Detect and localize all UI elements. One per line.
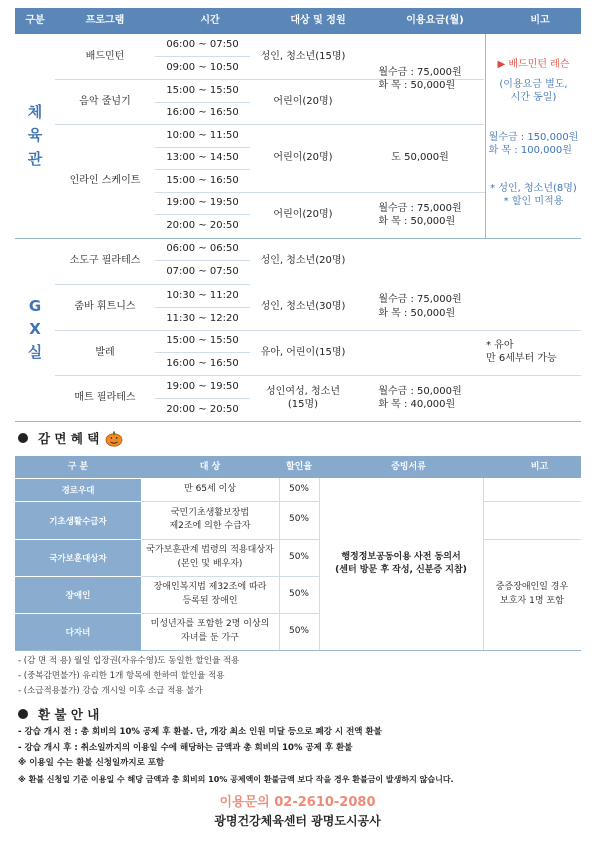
time-slot: 19:00 ~ 19:50 [166, 197, 239, 209]
time-slot: 15:00 ~ 16:50 [166, 174, 239, 186]
time-slot: 20:00 ~ 20:50 [166, 220, 239, 232]
disc-rate: 50% [288, 551, 309, 562]
fee-badminton-jumprope: 월수금 : 75,000원 화 목 : 50,000원 [378, 66, 462, 91]
target-capacity: 어린이(20명) [273, 95, 333, 107]
remark-badminton-note: (이용요금 별도, 시간 동일) [499, 78, 568, 103]
refund-line: - 강습 개시 전 : 총 회비의 10% 공제 후 환불. 단, 개강 최소 인원 미달 등으로 폐강 시 전액 환불 [18, 727, 382, 737]
disc-header-target: 대 상 [199, 462, 221, 472]
refund-line: - 강습 개시 후 : 취소일까지의 이용일 수에 해당하는 금액과 총 회비의 10% 공제 후 환불 [18, 742, 353, 753]
fee-mat-pilates: 월수금 : 50,000원 화 목 : 40,000원 [378, 385, 462, 410]
disc-category-multichild: 다자녀 [15, 614, 141, 650]
bullet-icon [18, 433, 28, 443]
disc-target: 국민기초생활보장법 제2조에 의한 수급자 [169, 507, 251, 531]
disc-target: 만 65세 이상 [184, 483, 236, 494]
remark-badminton-lesson: ▶ 배드민턴 레슨 [497, 59, 570, 71]
target-capacity: 성인, 청소년(15명) [260, 50, 346, 62]
target-capacity: 성인여성, 청소년 (15명) [266, 385, 340, 410]
fee-gx: 월수금 : 75,000원 화 목 : 50,000원 [378, 294, 462, 319]
discount-title: 감 면 혜 택 [38, 431, 100, 446]
disc-rate: 50% [288, 514, 309, 525]
time-slot: 16:00 ~ 16:50 [166, 357, 239, 369]
refund-heading [18, 705, 99, 723]
header-time: 시간 [200, 15, 220, 26]
discount-note: - (소급적용불가) 강습 개시일 이후 소급 적용 불가 [18, 686, 203, 696]
footer-organization: 광명건강체육센터 광명도시공사 [214, 814, 381, 828]
program-badminton: 배드민턴 [85, 50, 125, 62]
time-slot: 06:00 ~ 06:50 [166, 243, 239, 255]
refund-title: 환 불 안 내 [38, 707, 100, 722]
group-gx-char: X [29, 319, 41, 338]
time-slot: 20:00 ~ 20:50 [166, 403, 239, 415]
target-capacity: 어린이(20명) [273, 209, 333, 221]
disc-header-remark: 비고 [530, 462, 549, 472]
disc-header-evidence: 증빙서류 [391, 462, 426, 472]
disc-header-category: 구 분 [67, 462, 89, 472]
target-capacity: 성인, 청소년(30명) [260, 301, 346, 313]
group-gx-char: 실 [27, 343, 43, 362]
bullet-icon [18, 709, 28, 719]
disc-category-veteran: 국가보훈대상자 [15, 540, 141, 576]
time-slot: 13:00 ~ 14:50 [166, 152, 239, 164]
disc-header-rate: 할인율 [285, 462, 313, 472]
time-slot: 16:00 ~ 16:50 [166, 107, 239, 119]
group-gymnasium-char: 육 [27, 126, 43, 145]
time-slot: 15:00 ~ 15:50 [166, 335, 239, 347]
schedule-table-header [15, 8, 581, 34]
discount-heading [18, 429, 123, 447]
refund-lines [18, 725, 454, 787]
time-slot: 10:30 ~ 11:20 [166, 289, 239, 301]
time-slot: 09:00 ~ 10:50 [166, 61, 239, 73]
time-slot: 15:00 ~ 15:50 [166, 84, 239, 96]
header-program: 프로그램 [85, 15, 125, 26]
disc-evidence: 행정정보공동이용 사전 동의서 (센터 방문 후 작성, 신분증 지참) [335, 551, 467, 575]
remark-lesson-target: * 성인, 청소년(8명) * 할인 미적용 [490, 182, 577, 207]
disc-target: 국가보훈관계 법령의 적용대상자 (본인 및 배우자) [146, 545, 274, 569]
disc-remark: 중증장애인일 경우 보호자 1명 포함 [495, 582, 569, 606]
header-remark: 비고 [530, 15, 550, 26]
group-gx-char: G [28, 296, 42, 315]
program-jump-rope: 음악 줄넘기 [79, 95, 131, 107]
remark-infant: * 유아 만 6세부터 가능 [486, 339, 557, 364]
disc-rate: 50% [288, 483, 309, 494]
header-target: 대상 및 정원 [290, 15, 346, 26]
discount-note: - (중복감면불가) 유리한 1개 항목에 한하여 할인율 적용 [18, 671, 225, 681]
program-mat-pilates: 매트 필라테스 [74, 392, 136, 404]
program-zumba: 줌바 휘트니스 [74, 301, 136, 313]
header-fee: 이용요금(월) [406, 15, 464, 26]
group-gymnasium-char: 관 [27, 149, 43, 168]
program-props-pilates: 소도구 필라테스 [69, 255, 141, 267]
time-slot: 07:00 ~ 07:50 [166, 266, 239, 278]
disc-rate: 50% [288, 588, 309, 599]
disc-category-senior: 경로우대 [15, 479, 141, 501]
time-slot: 06:00 ~ 07:50 [166, 39, 239, 51]
discount-note: - (감 면 적 용) 월일 입장권(자유수영)도 동일한 할인율 적용 [18, 656, 240, 666]
time-slot: 10:00 ~ 11:50 [166, 129, 239, 141]
disc-rate: 50% [288, 625, 309, 636]
group-gymnasium-char: 체 [27, 103, 43, 122]
pumpkin-icon [105, 429, 123, 447]
disc-category-basic-living: 기초생활수급자 [15, 502, 141, 539]
program-ballet: 발레 [95, 346, 115, 358]
disc-target: 장애인복지법 제32조에 따라 등록된 장애인 [153, 582, 267, 606]
disc-category-disabled: 장애인 [15, 577, 141, 613]
target-capacity: 어린이(20명) [273, 152, 333, 164]
contact-phone: 이용문의 02-2610-2080 [219, 795, 376, 810]
target-capacity: 성인, 청소년(20명) [260, 255, 346, 267]
fee-inline-evening: 월수금 : 75,000원 화 목 : 50,000원 [378, 202, 462, 227]
disc-target: 미성년자를 포함한 2명 이상의 자녀를 둔 가구 [150, 619, 270, 643]
header-category: 구분 [25, 15, 45, 26]
refund-line: ※ 이용일 수는 환불 신청일까지로 포함 [18, 758, 165, 768]
discount-table-header [15, 456, 581, 478]
time-slot: 19:00 ~ 19:50 [166, 380, 239, 392]
program-inline-skate: 인라인 스케이트 [69, 174, 141, 186]
fee-inline-day: 도 50,000원 [391, 152, 449, 164]
remark-lesson-fee: 월수금 : 150,000원 화 목 : 100,000원 [488, 131, 579, 156]
group-gx-room [15, 238, 55, 421]
target-capacity: 유아, 어린이(15명) [260, 346, 346, 358]
time-slot: 11:30 ~ 12:20 [166, 312, 239, 324]
group-gymnasium [15, 34, 55, 238]
refund-line: ※ 환불 신청일 기준 이용일 수 해당 금액과 총 회비의 10% 공제액이 환불금액 보다 작을 경우 환불금이 발생하지 않습니다. [18, 774, 454, 784]
discount-notes [18, 654, 239, 699]
